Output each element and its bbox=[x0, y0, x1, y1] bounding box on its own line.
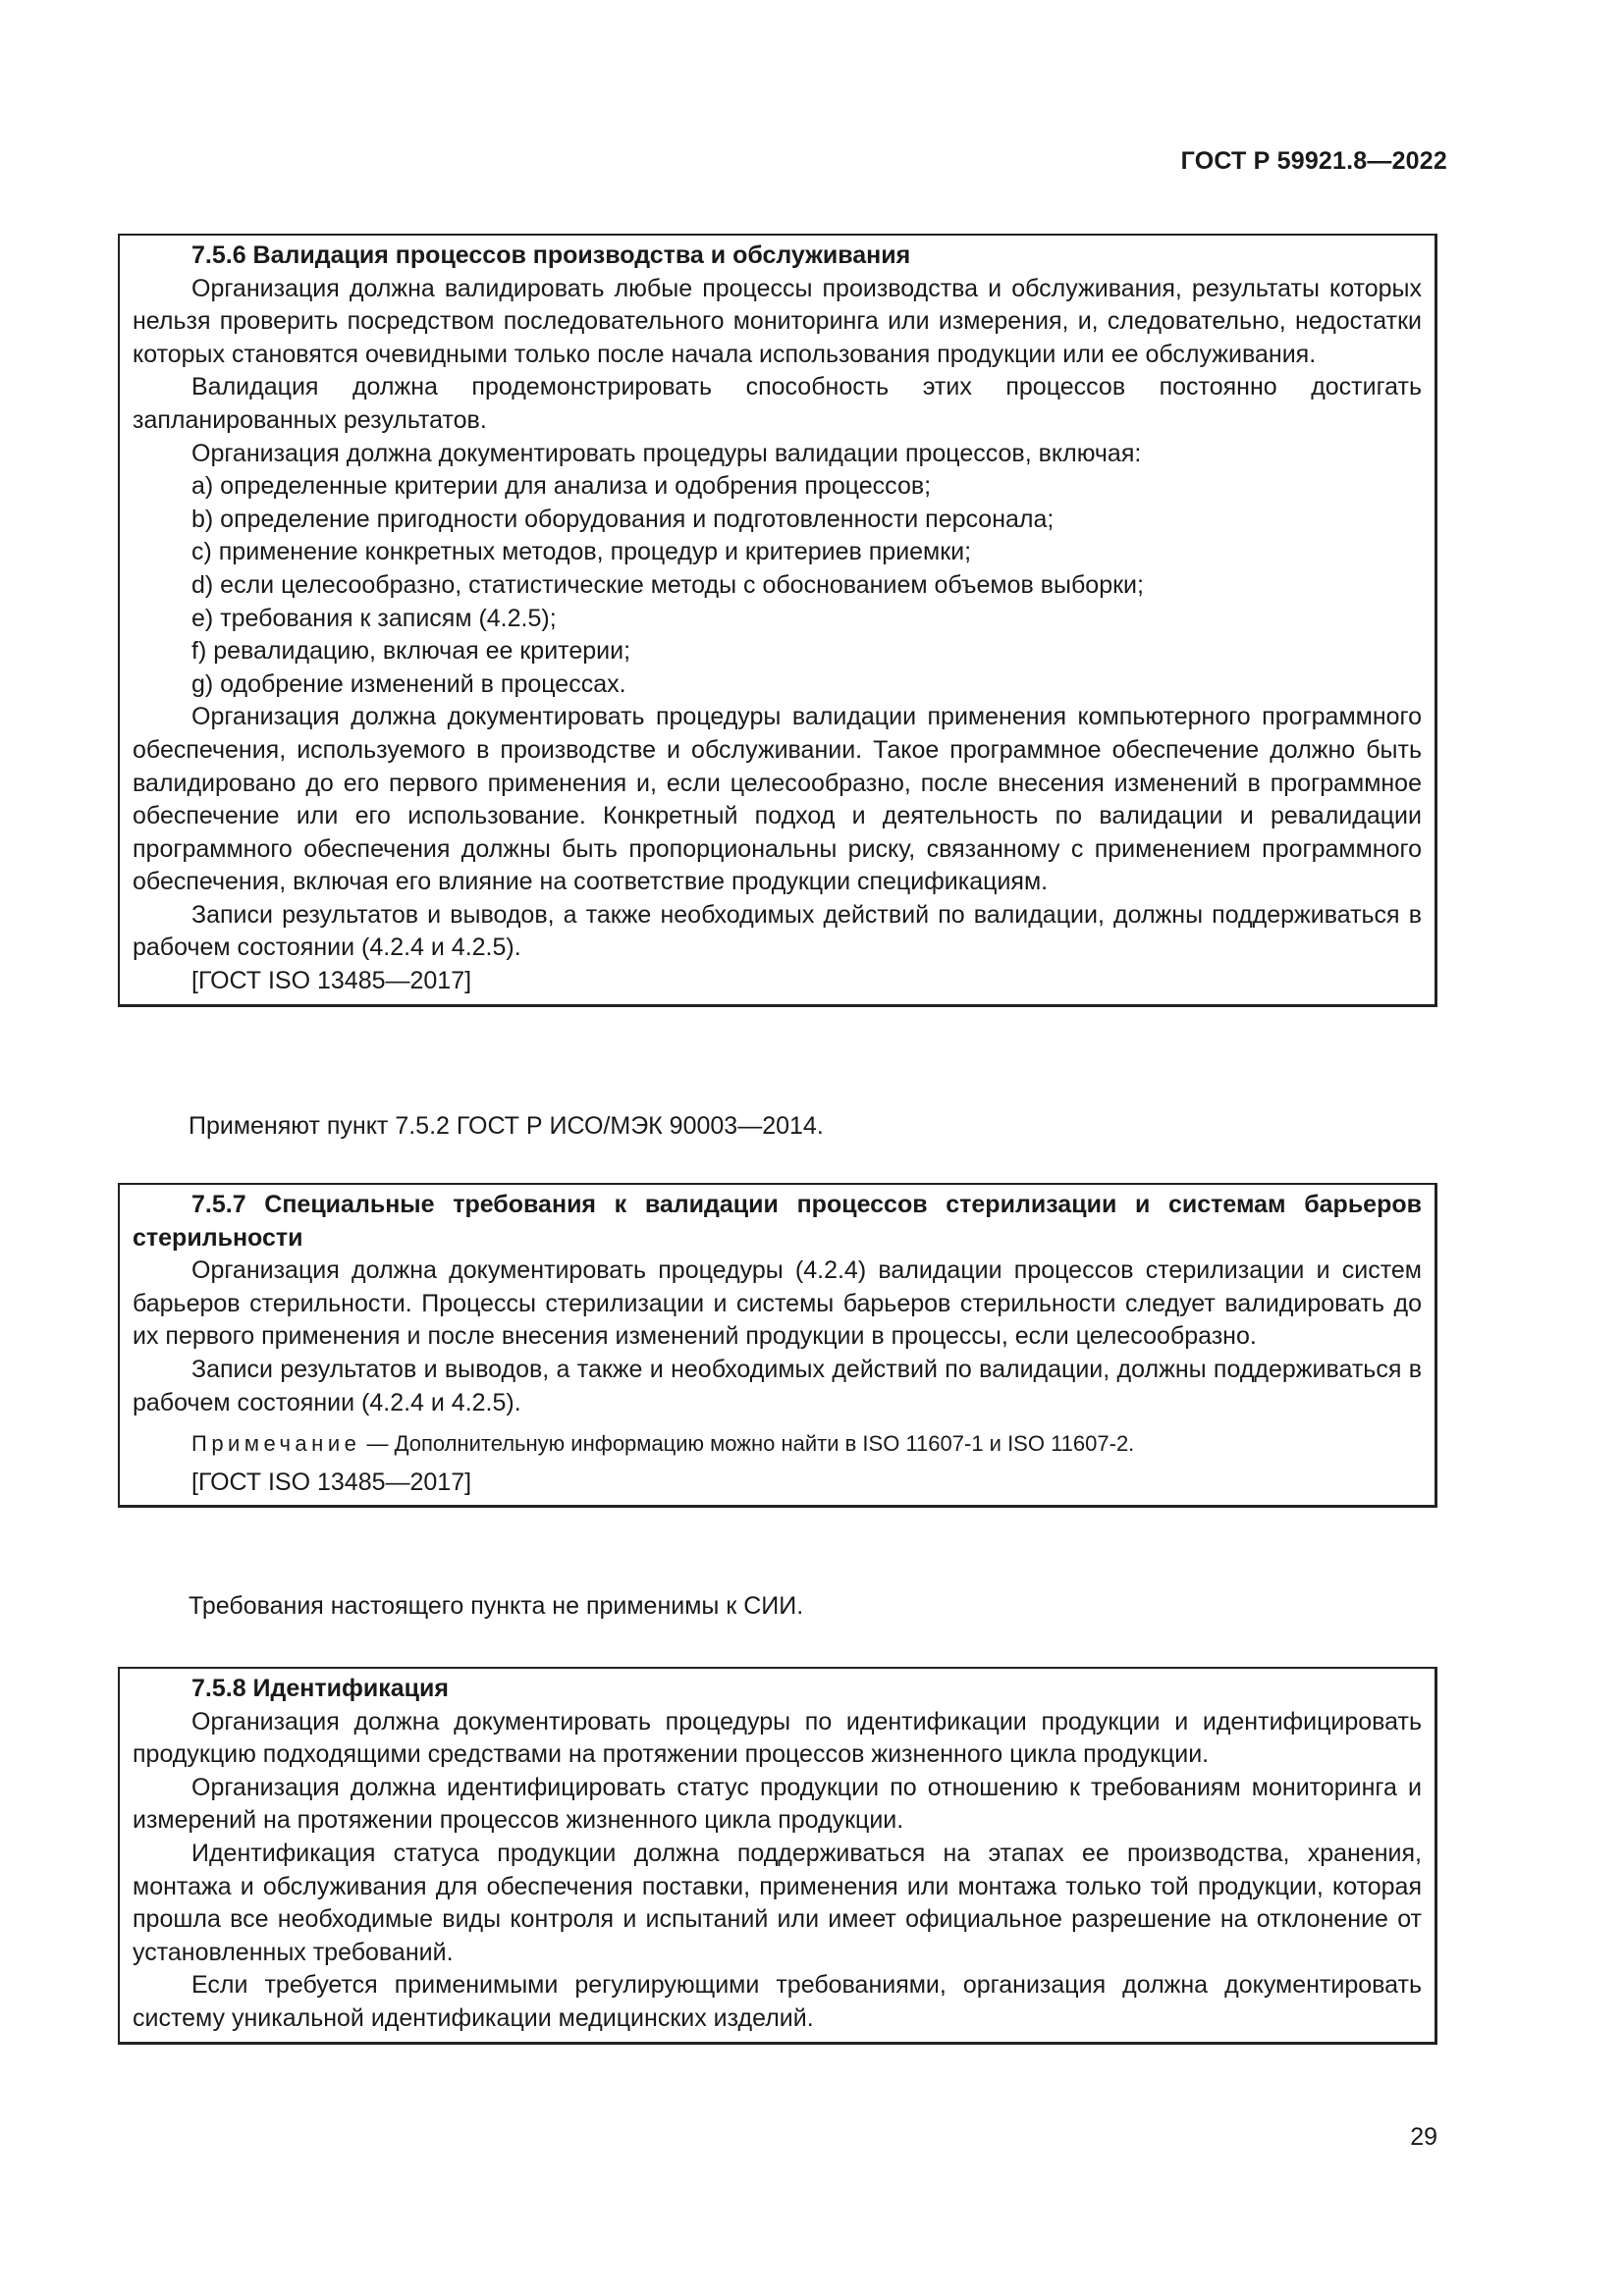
applicability-note: Требования настоящего пункта не применимы к СИИ. bbox=[189, 1592, 804, 1620]
list-item: f) ревалидацию, включая ее критерии; bbox=[191, 637, 631, 666]
quote-box-7-5-8 bbox=[118, 1667, 1437, 2045]
paragraph: Организация должна идентифицировать статус продукции по отношению к требованиям мониторинга и измерений на протяжении процессов жизненного цикла продукции. bbox=[133, 1773, 1422, 1835]
list-item: c) применение конкретных методов, процедур и критериев приемки; bbox=[191, 538, 972, 566]
quote-box-7-5-6 bbox=[118, 234, 1437, 1007]
page-number: 29 bbox=[1410, 2123, 1437, 2151]
paragraph: Организация должна документировать процедуры валидации применения компьютерного программного обеспечения, используемого в производстве и обслуживании. Такое программное обеспечение должно быть валидировано до его первого применения и, если целесообразно, после внесения изменений в программное обеспечение или его использование. Конкретный подход и деятельность по валидации и ревалидации программного обеспечения должны быть пропорциональны риску, связанному с применением программного обеспечения, включая его влияние на соответствие продукции спецификациям. bbox=[133, 703, 1422, 896]
paragraph: Если требуется применимыми регулирующими требованиями, организация должна документировать систему уникальной идентификации медицинских изделий. bbox=[133, 1971, 1422, 2032]
list-item: d) если целесообразно, статистические методы с обоснованием объемов выборки; bbox=[191, 570, 1144, 599]
section-title: 7.5.6 Валидация процессов производства и обслуживания bbox=[191, 241, 911, 269]
paragraph: Организация должна документировать процедуры (4.2.4) валидации процессов стерилизации и систем барьеров стерильности. Процессы стерилизации и системы барьеров стерильности следует валидировать до их первого применения и после внесения изменений продукции в процессы, если целесообразно. bbox=[133, 1256, 1422, 1351]
note bbox=[133, 1427, 1422, 1461]
section-title: 7.5.8 Идентификация bbox=[191, 1675, 449, 1702]
paragraph: Валидация должна продемонстрировать способность этих процессов постоянно достигать запланированных результатов. bbox=[133, 373, 1422, 434]
applied-clause-note: Применяют пункт 7.5.2 ГОСТ Р ИСО/МЭК 90003—2014. bbox=[189, 1112, 824, 1140]
paragraph: Записи результатов и выводов, а также и необходимых действий по валидации, должны поддерживаться в рабочем состоянии (4.2.4 и 4.2.5). bbox=[133, 1355, 1422, 1416]
list-item: g) одобрение изменений в процессах. bbox=[191, 669, 626, 698]
note-text: — Дополнительную информацию можно найти в ISO 11607-1 и ISO 11607-2. bbox=[360, 1431, 1135, 1457]
source-reference: [ГОСТ ISO 13485—2017] bbox=[191, 967, 472, 995]
source-reference: [ГОСТ ISO 13485—2017] bbox=[191, 1468, 472, 1496]
quote-box-7-5-7 bbox=[118, 1183, 1437, 1508]
section-title: 7.5.7 Специальные требования к валидации процессов стерилизации и системам барьеров стерильности bbox=[133, 1191, 1422, 1252]
list-item: e) требования к записям (4.2.5); bbox=[191, 604, 557, 632]
note-label: Примечание bbox=[191, 1431, 361, 1457]
paragraph: Идентификация статуса продукции должна поддерживаться на этапах ее производства, хранения, монтажа и обслуживания для обеспечения поставки, применения или монтажа только той продукции, которая прошла все необходимые виды контроля и испытаний или имеет официальное разрешение на отклонение от установленных требований. bbox=[133, 1839, 1422, 1966]
paragraph: Организация должна документировать процедуры валидации процессов, включая: bbox=[191, 439, 1142, 467]
paragraph: Записи результатов и выводов, а также необходимых действий по валидации, должны поддерживаться в рабочем состоянии (4.2.4 и 4.2.5). bbox=[133, 900, 1422, 962]
list-item: b) определение пригодности оборудования и подготовленности персонала; bbox=[191, 505, 1055, 533]
paragraph: Организация должна документировать процедуры по идентификации продукции и идентифицировать продукцию подходящими средствами на протяжении процессов жизненного цикла продукции. bbox=[133, 1707, 1422, 1769]
document-code: ГОСТ Р 59921.8—2022 bbox=[1180, 147, 1447, 175]
paragraph: Организация должна валидировать любые процессы производства и обслуживания, результаты которых нельзя проверить посредством последовательного мониторинга или измерения, и, следовательно, недостатки которых становятся очевидными только после начала использования продукции или ее обслуживания. bbox=[133, 274, 1422, 368]
list-item: a) определенные критерии для анализа и одобрения процессов; bbox=[191, 472, 932, 501]
